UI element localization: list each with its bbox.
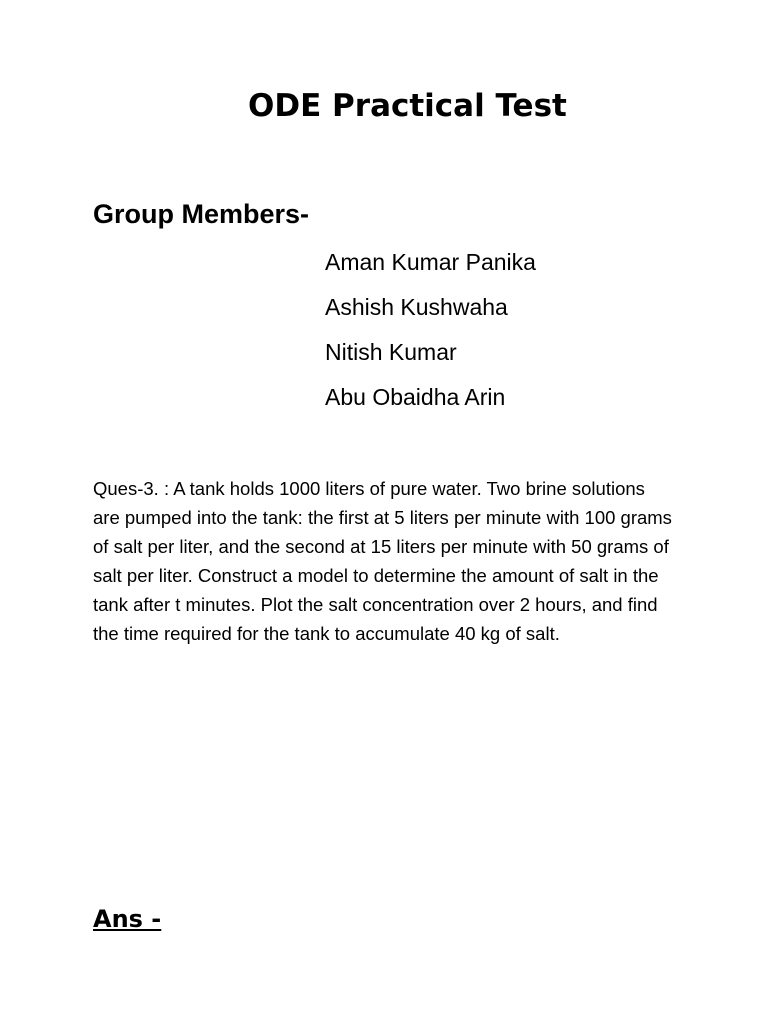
page-title: ODE Practical Test [248,88,567,124]
member-name: Ashish Kushwaha [325,294,508,320]
question-text: Ques-3. : A tank holds 1000 liters of pure water. Two brine solutions are pumped into the tank: the first at 5 liters per minute with 100 grams of salt per liter, and the second at 15 liters per minute with 50 grams of salt per liter. Construct a model to determine the amount of salt in the tank after t minutes. Plot the salt concentration over 2 hours, and find the time required for the tank to accumulate 40 kg of salt. [93,478,672,644]
answer-heading: Ans - [93,905,162,933]
member-name: Abu Obaidha Arin [325,384,506,410]
member-name: Aman Kumar Panika [325,249,536,275]
group-members-heading: Group Members- [93,199,310,229]
member-name: Nitish Kumar [325,339,457,365]
group-members-list [325,244,536,424]
